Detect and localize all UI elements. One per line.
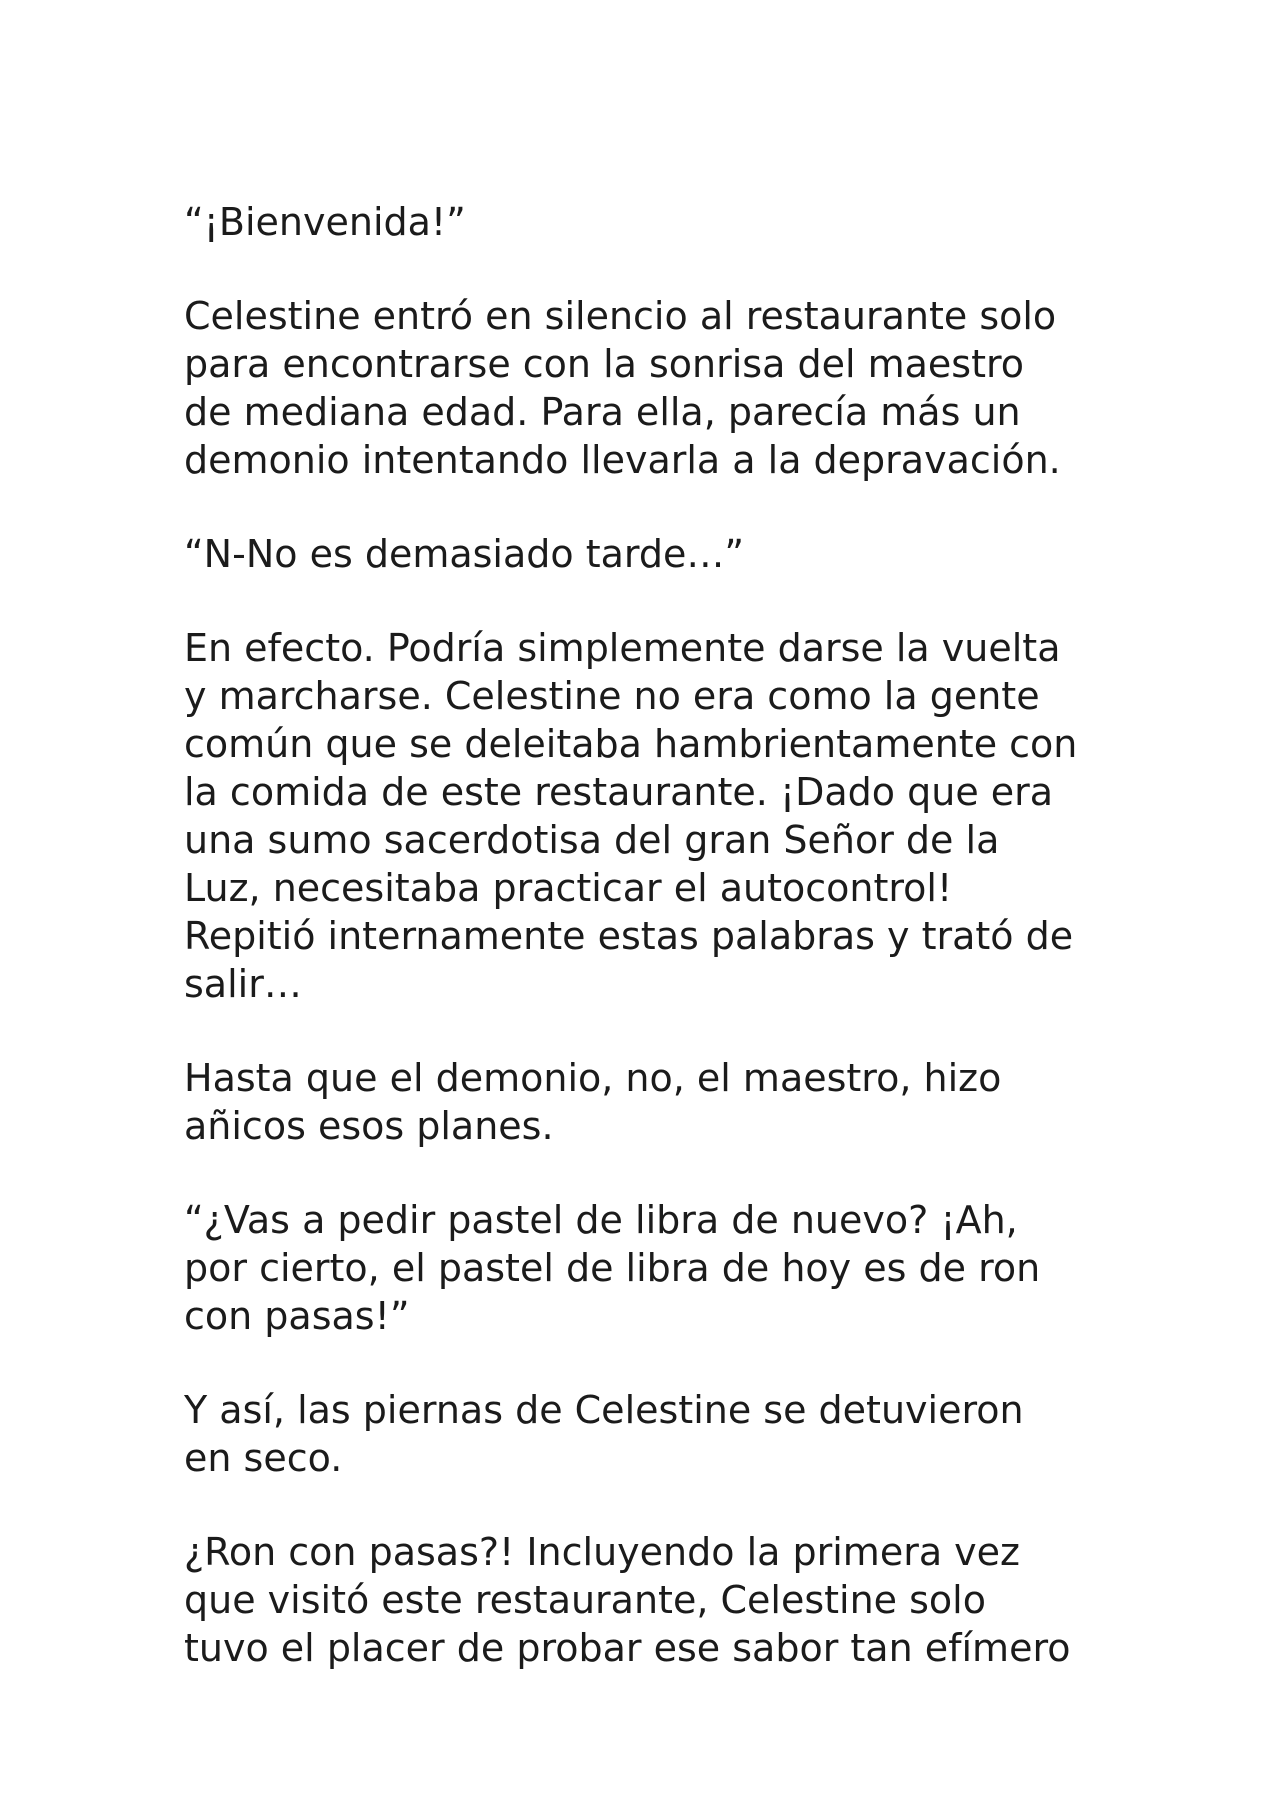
text-line: “¡Bienvenida!” [184,200,466,244]
paragraph [184,1386,1114,1482]
text-line: para encontrarse con la sonrisa del maestro [184,342,1025,386]
paragraph [184,530,1114,578]
text-line: común que se deleitaba hambrientamente con [184,722,1078,766]
document-body [184,198,1114,1718]
text-line: por cierto, el pastel de libra de hoy es de ron [184,1246,1041,1290]
text-line: una sumo sacerdotisa del gran Señor de la [184,818,1000,862]
text-line: demonio intentando llevarla a la depravación. [184,438,1061,482]
text-line: Hasta que el demonio, no, el maestro, hizo [184,1056,1002,1100]
text-line: Repitió internamente estas palabras y trató de [184,914,1074,958]
text-line: con pasas!” [184,1294,410,1338]
text-line: salir… [184,962,302,1006]
text-line: de mediana edad. Para ella, parecía más un [184,390,1021,434]
paragraph [184,292,1114,484]
paragraph [184,1528,1114,1672]
text-line: En efecto. Podría simplemente darse la vuelta [184,626,1061,670]
text-line: Luz, necesitaba practicar el autocontrol! [184,866,953,910]
text-line: Celestine entró en silencio al restaurante solo [184,294,1057,338]
paragraph [184,1054,1114,1150]
text-line: en seco. [184,1436,343,1480]
text-line: y marcharse. Celestine no era como la gente [184,674,1040,718]
text-line: “¿Vas a pedir pastel de libra de nuevo? ¡Ah, [184,1198,1018,1242]
text-line: añicos esos planes. [184,1104,554,1148]
text-line: la comida de este restaurante. ¡Dado que era [184,770,1054,814]
paragraph [184,624,1114,1008]
text-line: Y así, las piernas de Celestine se detuvieron [184,1388,1024,1432]
text-line: ¿Ron con pasas?! Incluyendo la primera vez [184,1530,1020,1574]
paragraph [184,1196,1114,1340]
text-line: “N-No es demasiado tarde…” [184,532,745,576]
text-line: tuvo el placer de probar ese sabor tan efímero [184,1626,1071,1670]
text-line: que visitó este restaurante, Celestine solo [184,1578,986,1622]
paragraph [184,198,1114,246]
